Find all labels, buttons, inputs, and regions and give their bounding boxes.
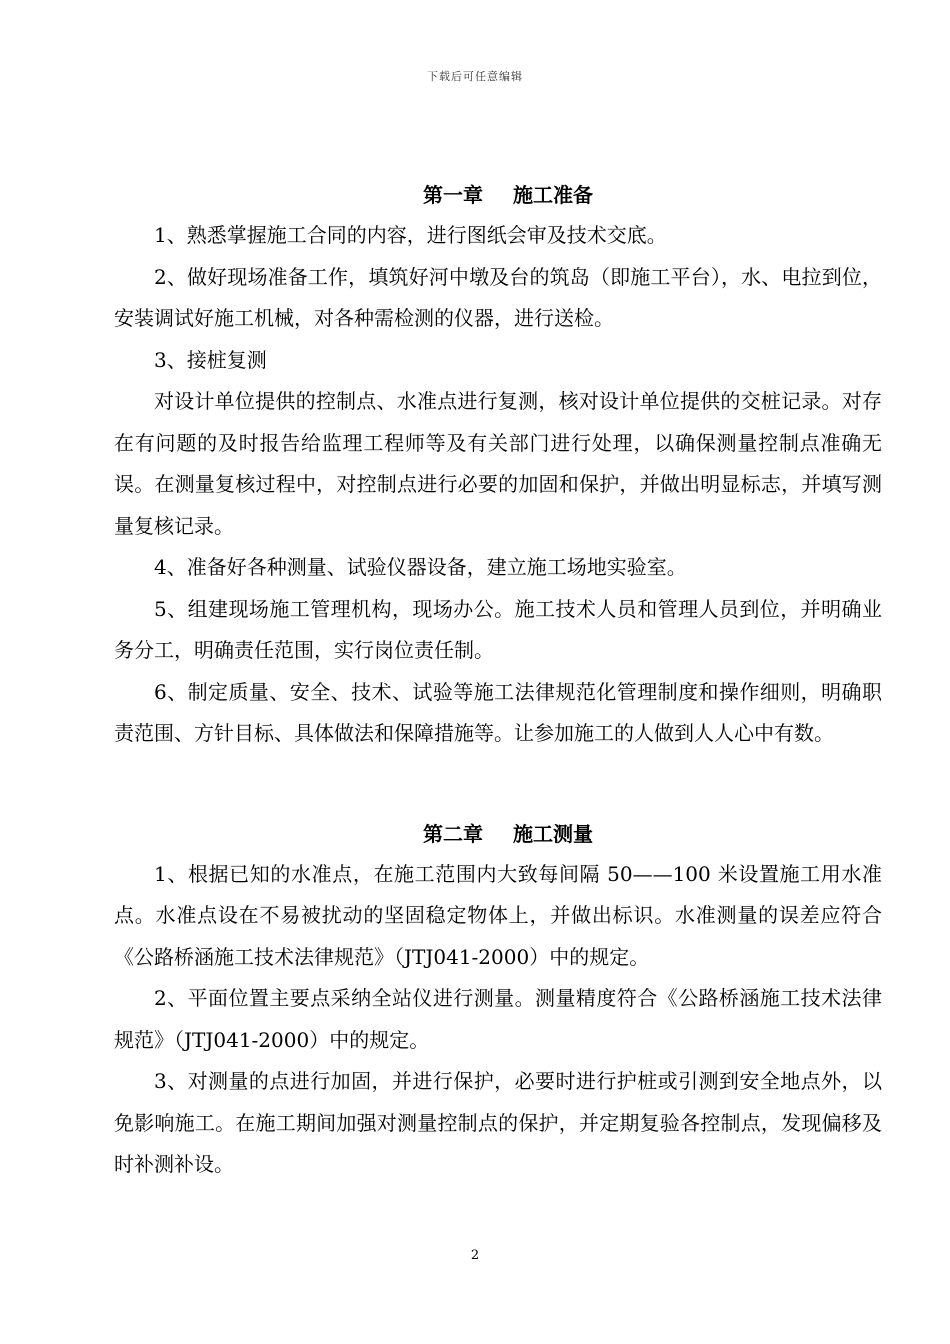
chapter-1-paragraph: 3、接桩复测	[154, 347, 267, 372]
chapter-1-paragraph: 5、组建现场施工管理机构，现场办公。施工技术人员和管理人员到位，并明确业务分工，明确责任范围，实行岗位责任制。	[114, 596, 882, 662]
chapter-2-title	[114, 815, 882, 854]
chapter-1-paragraph: 4、准备好各种测量、试验仪器设备，建立施工场地实验室。	[154, 555, 687, 579]
chapter-1-paragraph: 1、熟悉掌握施工合同的内容，进行图纸会审及技术交底。	[154, 223, 667, 247]
chapter-1-title	[114, 176, 882, 215]
chapter-2-number: 第二章	[423, 821, 483, 846]
chapter-1-heading: 施工准备	[513, 183, 593, 207]
chapter-2-heading: 施工测量	[513, 821, 593, 846]
chapter-2-paragraph: 1、根据已知的水准点，在施工范围内大致每间隔 50——100 米设置施工用水准点。水准点设在不易被扰动的坚固稳定物体上，并做出标识。水准测量的误差应符合《公路桥涵施工技术法律规范》（JTJ041-2000）中的规定。	[114, 861, 882, 969]
chapter-1-paragraph: 2、做好现场准备工作，填筑好河中墩及台的筑岛（即施工平台），水、电拉到位，安装调试好施工机械，对各种需检测的仪器，进行送检。	[114, 264, 882, 330]
chapter-2-paragraph: 3、对测量的点进行加固，并进行保护，必要时进行护桩或引测到安全地点外，以免影响施工。在施工期间加强对测量控制点的保护，并定期复验各控制点，发现偏移及时补测补设。	[114, 1069, 882, 1176]
chapter-1-paragraph: 6、制定质量、安全、技术、试验等施工法律规范化管理制度和操作细则，明确职责范围、方针目标、具体做法和保障措施等。让参加施工的人做到人人心中有数。	[114, 679, 882, 745]
document-body	[114, 176, 882, 1186]
chapter-1-paragraph: 对设计单位提供的控制点、水准点进行复测，核对设计单位提供的交桩记录。对存在有问题的及时报告给监理工程师等及有关部门进行处理，以确保测量控制点准确无误。在测量复核过程中，对控制点进行必要的加固和保护，并做出明显标志，并填写测量复核记录。	[114, 389, 882, 538]
chapter-1-number: 第一章	[423, 183, 483, 207]
header-note: 下载后可任意编辑	[427, 70, 523, 83]
page-number: 2	[470, 1248, 480, 1263]
chapter-2-paragraph: 2、平面位置主要点采纳全站仪进行测量。测量精度符合《公路桥涵施工技术法律规范》（JTJ041-2000）中的规定。	[114, 986, 882, 1052]
section-spacer	[114, 755, 882, 815]
